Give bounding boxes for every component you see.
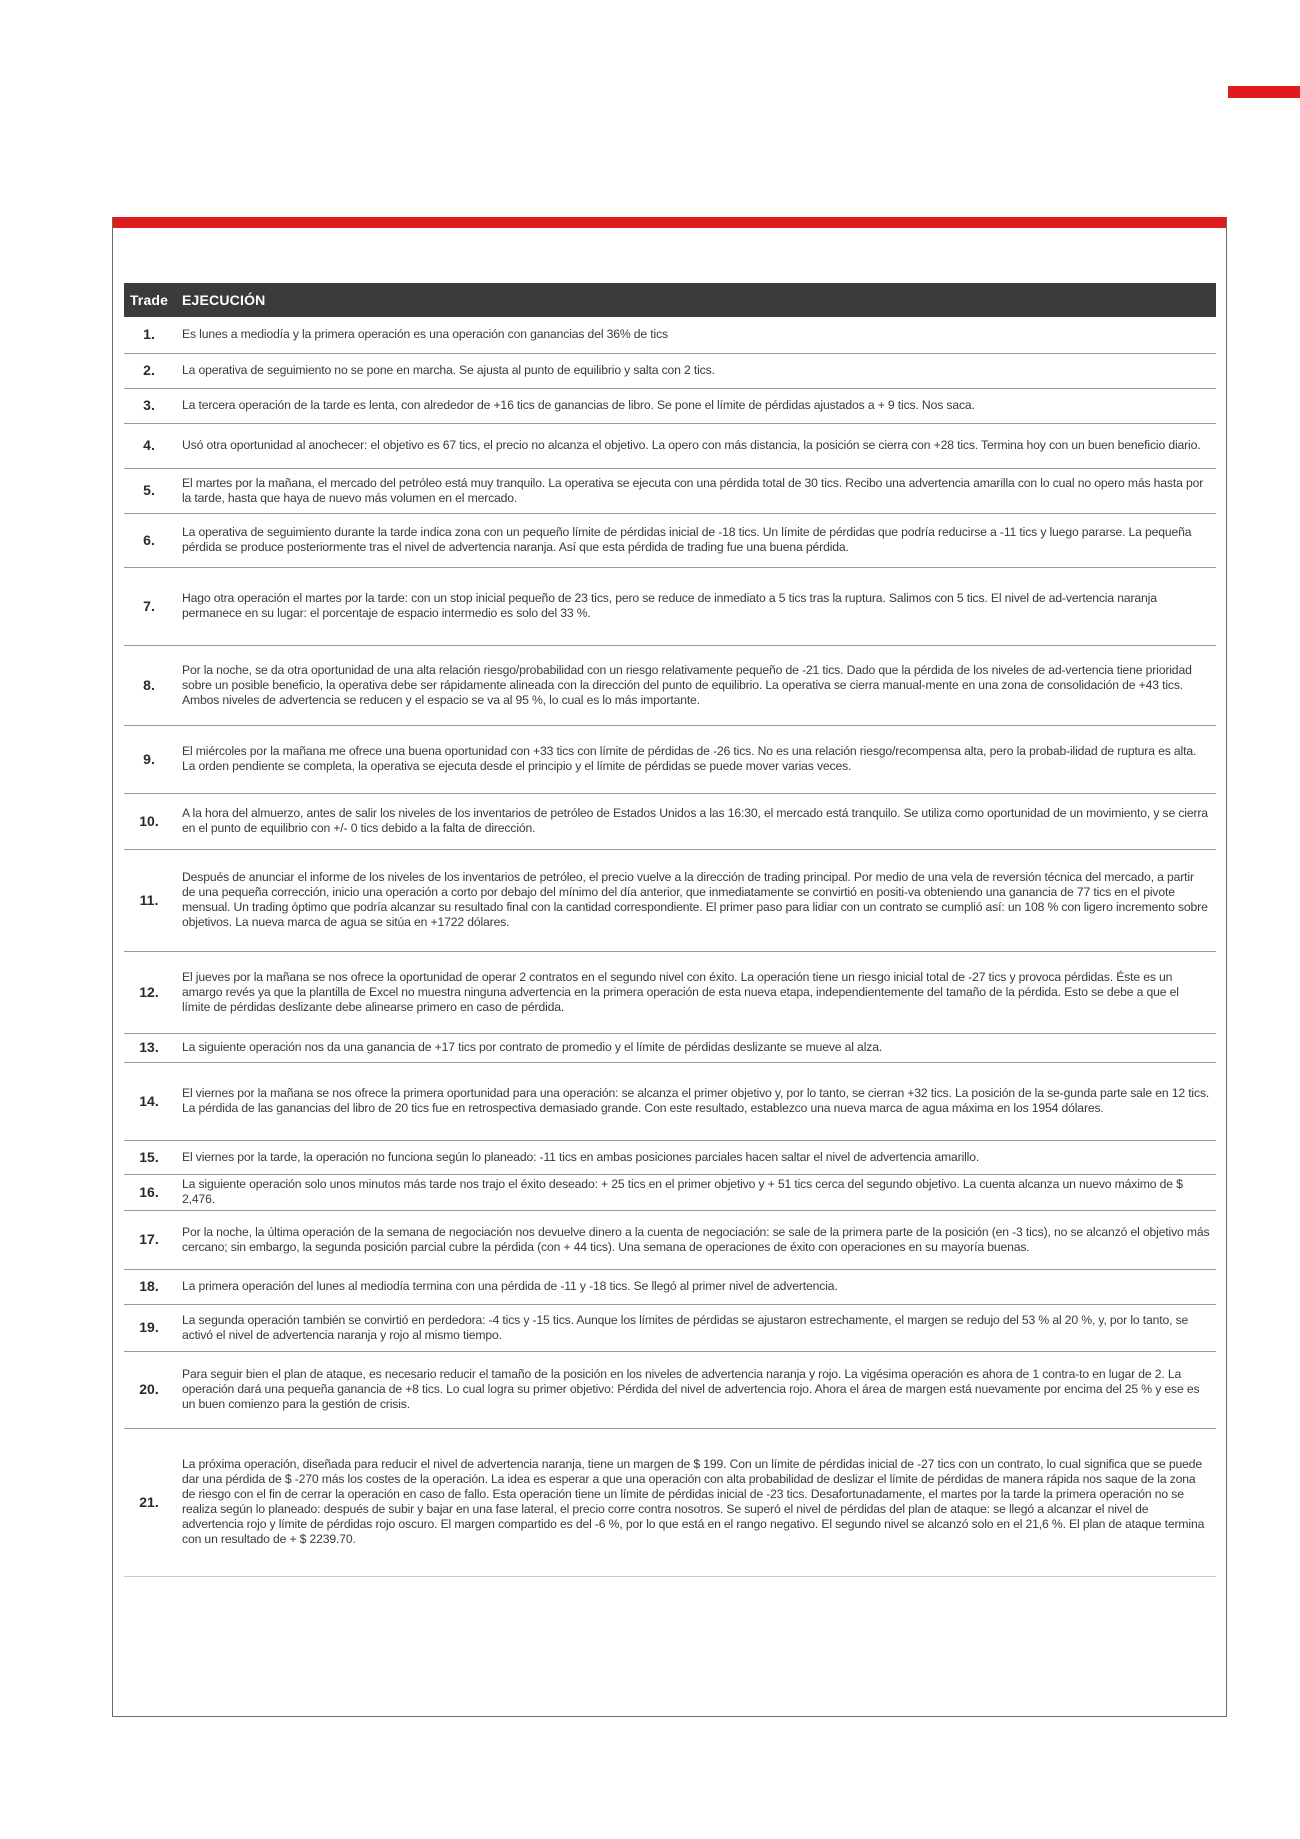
header-trade: Trade [124, 283, 174, 317]
trade-description: A la hora del almuerzo, antes de salir los niveles de los inventarios de petróleo de Estados Unidos a las 16:30, el mercado está tranquilo. Se utiliza como oportunidad de un movimiento, y se cierra en el punto de equilibrio con +/- 0 tics debido a la falta de dirección. [174, 793, 1216, 849]
trade-description: La tercera operación de la tarde es lenta, con alrededor de +16 tics de ganancias de libro. Se pone el límite de pérdidas ajustados a + 9 tics. Nos saca. [174, 388, 1216, 423]
trade-description: Para seguir bien el plan de ataque, es necesario reducir el tamaño de la posición en los niveles de advertencia naranja y rojo. La vigésima operación es ahora de 1 contra-to en lugar de 2. La operación dará una pequeña ganancia de +8 tics. Lo cual logra su primer objetivo: Pérdida del nivel de advertencia rojo. Ahora el área de margen está nuevamente por encima del 25 % y ese es un buen comienzo para la gestión de crisis. [174, 1351, 1216, 1428]
trade-number: 2. [124, 353, 174, 388]
trade-number: 18. [124, 1269, 174, 1304]
trade-number: 14. [124, 1062, 174, 1140]
trade-number: 7. [124, 567, 174, 645]
table-row [124, 567, 1216, 645]
trade-description: La primera operación del lunes al mediodía termina con una pérdida de -11 y -18 tics. Se llegó al primer nivel de advertencia. [174, 1269, 1216, 1304]
table-row [124, 388, 1216, 423]
trade-description: Por la noche, la última operación de la semana de negociación nos devuelve dinero a la cuenta de negociación: se sale de la primera parte de la posición (en -3 tics), no se alcanzó el objetivo más cercano; sin embargo, la segunda posición parcial cubre la pérdida (con + 44 tics). Una semana de operaciones de éxito con operaciones en su mayoría buenas. [174, 1210, 1216, 1269]
table-row [124, 793, 1216, 849]
table-row [124, 468, 1216, 513]
trade-description: El jueves por la mañana se nos ofrece la oportunidad de operar 2 contratos en el segundo nivel con éxito. La operación tiene un riesgo inicial total de -27 tics y provoca pérdidas. Éste es un amargo revés ya que la plantilla de Excel no muestra ninguna advertencia en la primera operación de esta nueva etapa, independientemente del tamaño de la pérdida. Esto se debe a que el límite de pérdidas deslizante debe alinearse primero en caso de pérdida. [174, 951, 1216, 1033]
trade-description: Usó otra oportunidad al anochecer: el objetivo es 67 tics, el precio no alcanza el objetivo. La opero con más distancia, la posición se cierra con +28 tics. Termina hoy con un buen beneficio diario. [174, 423, 1216, 468]
trade-number: 17. [124, 1210, 174, 1269]
trade-description: La próxima operación, diseñada para reducir el nivel de advertencia naranja, tiene un margen de $ 199. Con un límite de pérdidas inicial de -27 tics con un contrato, lo cual significa que se puede dar una pérdida de $ -270 más los costes de la operación. La idea es esperar a que una operación con alta probabilidad de deslizar el límite de pérdidas de manera rápida nos saque de la zona de riesgo con el fin de cerrar la operación en caso de fallo. Esta operación tiene un límite de pérdidas inicial de -23 tics. Desafortunadamente, el martes por la tarde la primera operación no se realiza según lo planeado: después de subir y bajar en una fase lateral, el precio corre contra nosotros. Se superó el nivel de pérdidas del plan de ataque: se llegó a alcanzar el nivel de advertencia rojo y límite de pérdidas rojo oscuro. El margen compartido es del -6 %, por lo que está en el rango negativo. El segundo nivel se alcanzó solo en el 21,6 %. El plan de ataque termina con un resultado de + $ 2239.70. [174, 1428, 1216, 1576]
trade-description: Hago otra operación el martes por la tarde: con un stop inicial pequeño de 23 tics, pero se reduce de inmediato a 5 tics tras la ruptura. Salimos con 5 tics. El nivel de ad-vertencia naranja permanece en su lugar: el porcentaje de espacio intermedio es solo del 33 %. [174, 567, 1216, 645]
table-row [124, 1210, 1216, 1269]
trade-description: El martes por la mañana, el mercado del petróleo está muy tranquilo. La operativa se ejecuta con una pérdida total de 30 tics. Recibo una advertencia amarilla con lo cual no opero más hasta por la tarde, hasta que haya de nuevo más volumen en el mercado. [174, 468, 1216, 513]
execution-table [124, 283, 1216, 1577]
trade-number: 19. [124, 1304, 174, 1351]
table-row [124, 423, 1216, 468]
trade-number: 21. [124, 1428, 174, 1576]
header-ejecucion: EJECUCIÓN [174, 283, 1216, 317]
trade-number: 1. [124, 317, 174, 353]
table-row [124, 1304, 1216, 1351]
trade-description: La segunda operación también se convirtió en perdedora: -4 tics y -15 tics. Aunque los límites de pérdidas se ajustaron estrechamente, el margen se redujo del 53 % al 20 %, y, por lo tanto, se activó el nivel de advertencia naranja y rojo al mismo tiempo. [174, 1304, 1216, 1351]
trade-description: Después de anunciar el informe de los niveles de los inventarios de petróleo, el precio vuelve a la dirección de trading principal. Por medio de una vela de reversión técnica del mercado, a partir de una pequeña corrección, inicio una operación a corto por debajo del mínimo del día anterior, que inmediatamente se convirtió en positi-va obteniendo una ganancia de 77 tics en el pivote mensual. Un trading óptimo que podría alcanzar su resultado final con la cantidad correspondiente. El primer paso para lidiar con un contrato se cumplió así: un 108 % con ligero incremento sobre objetivos. La nueva marca de agua se sitúa en +1722 dólares. [174, 849, 1216, 951]
trade-description: El viernes por la mañana se nos ofrece la primera oportunidad para una operación: se alcanza el primer objetivo y, por lo tanto, se cierran +32 tics. La posición de la se-gunda parte sale en 12 tics. La pérdida de las ganancias del libro de 20 tics fue en retrospectiva demasiado grande. Con este resultado, establezco una nueva marca de agua máxima en los 1954 dólares. [174, 1062, 1216, 1140]
table-row [124, 1428, 1216, 1576]
trade-number: 10. [124, 793, 174, 849]
trade-description: Es lunes a mediodía y la primera operación es una operación con ganancias del 36% de tics [174, 317, 1216, 353]
trade-number: 4. [124, 423, 174, 468]
table-row [124, 1269, 1216, 1304]
trade-description: La siguiente operación nos da una ganancia de +17 tics por contrato de promedio y el límite de pérdidas deslizante se mueve al alza. [174, 1033, 1216, 1062]
trade-number: 13. [124, 1033, 174, 1062]
trade-description: El miércoles por la mañana me ofrece una buena oportunidad con +33 tics con límite de pérdidas de -26 tics. No es una relación riesgo/recompensa alta, pero la probab-ilidad de ruptura es alta. La orden pendiente se completa, la operativa se ejecuta desde el principio y el límite de pérdidas se puede mover varias veces. [174, 725, 1216, 793]
trade-number: 20. [124, 1351, 174, 1428]
trade-number: 5. [124, 468, 174, 513]
trade-number: 3. [124, 388, 174, 423]
trade-description: La siguiente operación solo unos minutos más tarde nos trajo el éxito deseado: + 25 tics en el primer objetivo y + 51 tics cerca del segundo objetivo. La cuenta alcanza un nuevo máximo de $ 2,476. [174, 1174, 1216, 1210]
trade-number: 9. [124, 725, 174, 793]
table-row [124, 849, 1216, 951]
table-row [124, 317, 1216, 353]
trade-description: Por la noche, se da otra oportunidad de una alta relación riesgo/probabilidad con un riesgo relativamente pequeño de -21 tics. Dado que la pérdida de los niveles de ad-vertencia tiene prioridad sobre un posible beneficio, la operativa debe ser rápidamente alineada con la dirección del punto de equilibrio. La operativa se cierra manual-mente en una zona de consolidación de +43 tics. Ambos niveles de advertencia se reducen y el espacio se va al 95 %, lo cual es lo más importante. [174, 645, 1216, 725]
table-row [124, 645, 1216, 725]
table-row [124, 353, 1216, 388]
trade-number: 6. [124, 513, 174, 567]
table-header-row [124, 283, 1216, 317]
table-row [124, 1140, 1216, 1174]
table-row [124, 725, 1216, 793]
table-row [124, 951, 1216, 1033]
table-row [124, 513, 1216, 567]
trade-number: 15. [124, 1140, 174, 1174]
execution-panel [112, 217, 1227, 1717]
trade-number: 12. [124, 951, 174, 1033]
table-row [124, 1033, 1216, 1062]
corner-tab-marker [1228, 86, 1300, 98]
trade-description: La operativa de seguimiento durante la tarde indica zona con un pequeño límite de pérdidas inicial de -18 tics. Un límite de pérdidas que podría reducirse a -11 tics y luego pararse. La pequeña pérdida se produce posteriormente tras el nivel de advertencia naranja. Así que esta pérdida de trading fue una buena pérdida. [174, 513, 1216, 567]
trade-description: La operativa de seguimiento no se pone en marcha. Se ajusta al punto de equilibrio y salta con 2 tics. [174, 353, 1216, 388]
table-row [124, 1174, 1216, 1210]
trade-number: 16. [124, 1174, 174, 1210]
panel-red-top-bar [113, 217, 1226, 228]
trade-number: 8. [124, 645, 174, 725]
table-row [124, 1062, 1216, 1140]
trade-description: El viernes por la tarde, la operación no funciona según lo planeado: -11 tics en ambas posiciones parciales hacen saltar el nivel de advertencia amarillo. [174, 1140, 1216, 1174]
table-row [124, 1351, 1216, 1428]
trade-number: 11. [124, 849, 174, 951]
